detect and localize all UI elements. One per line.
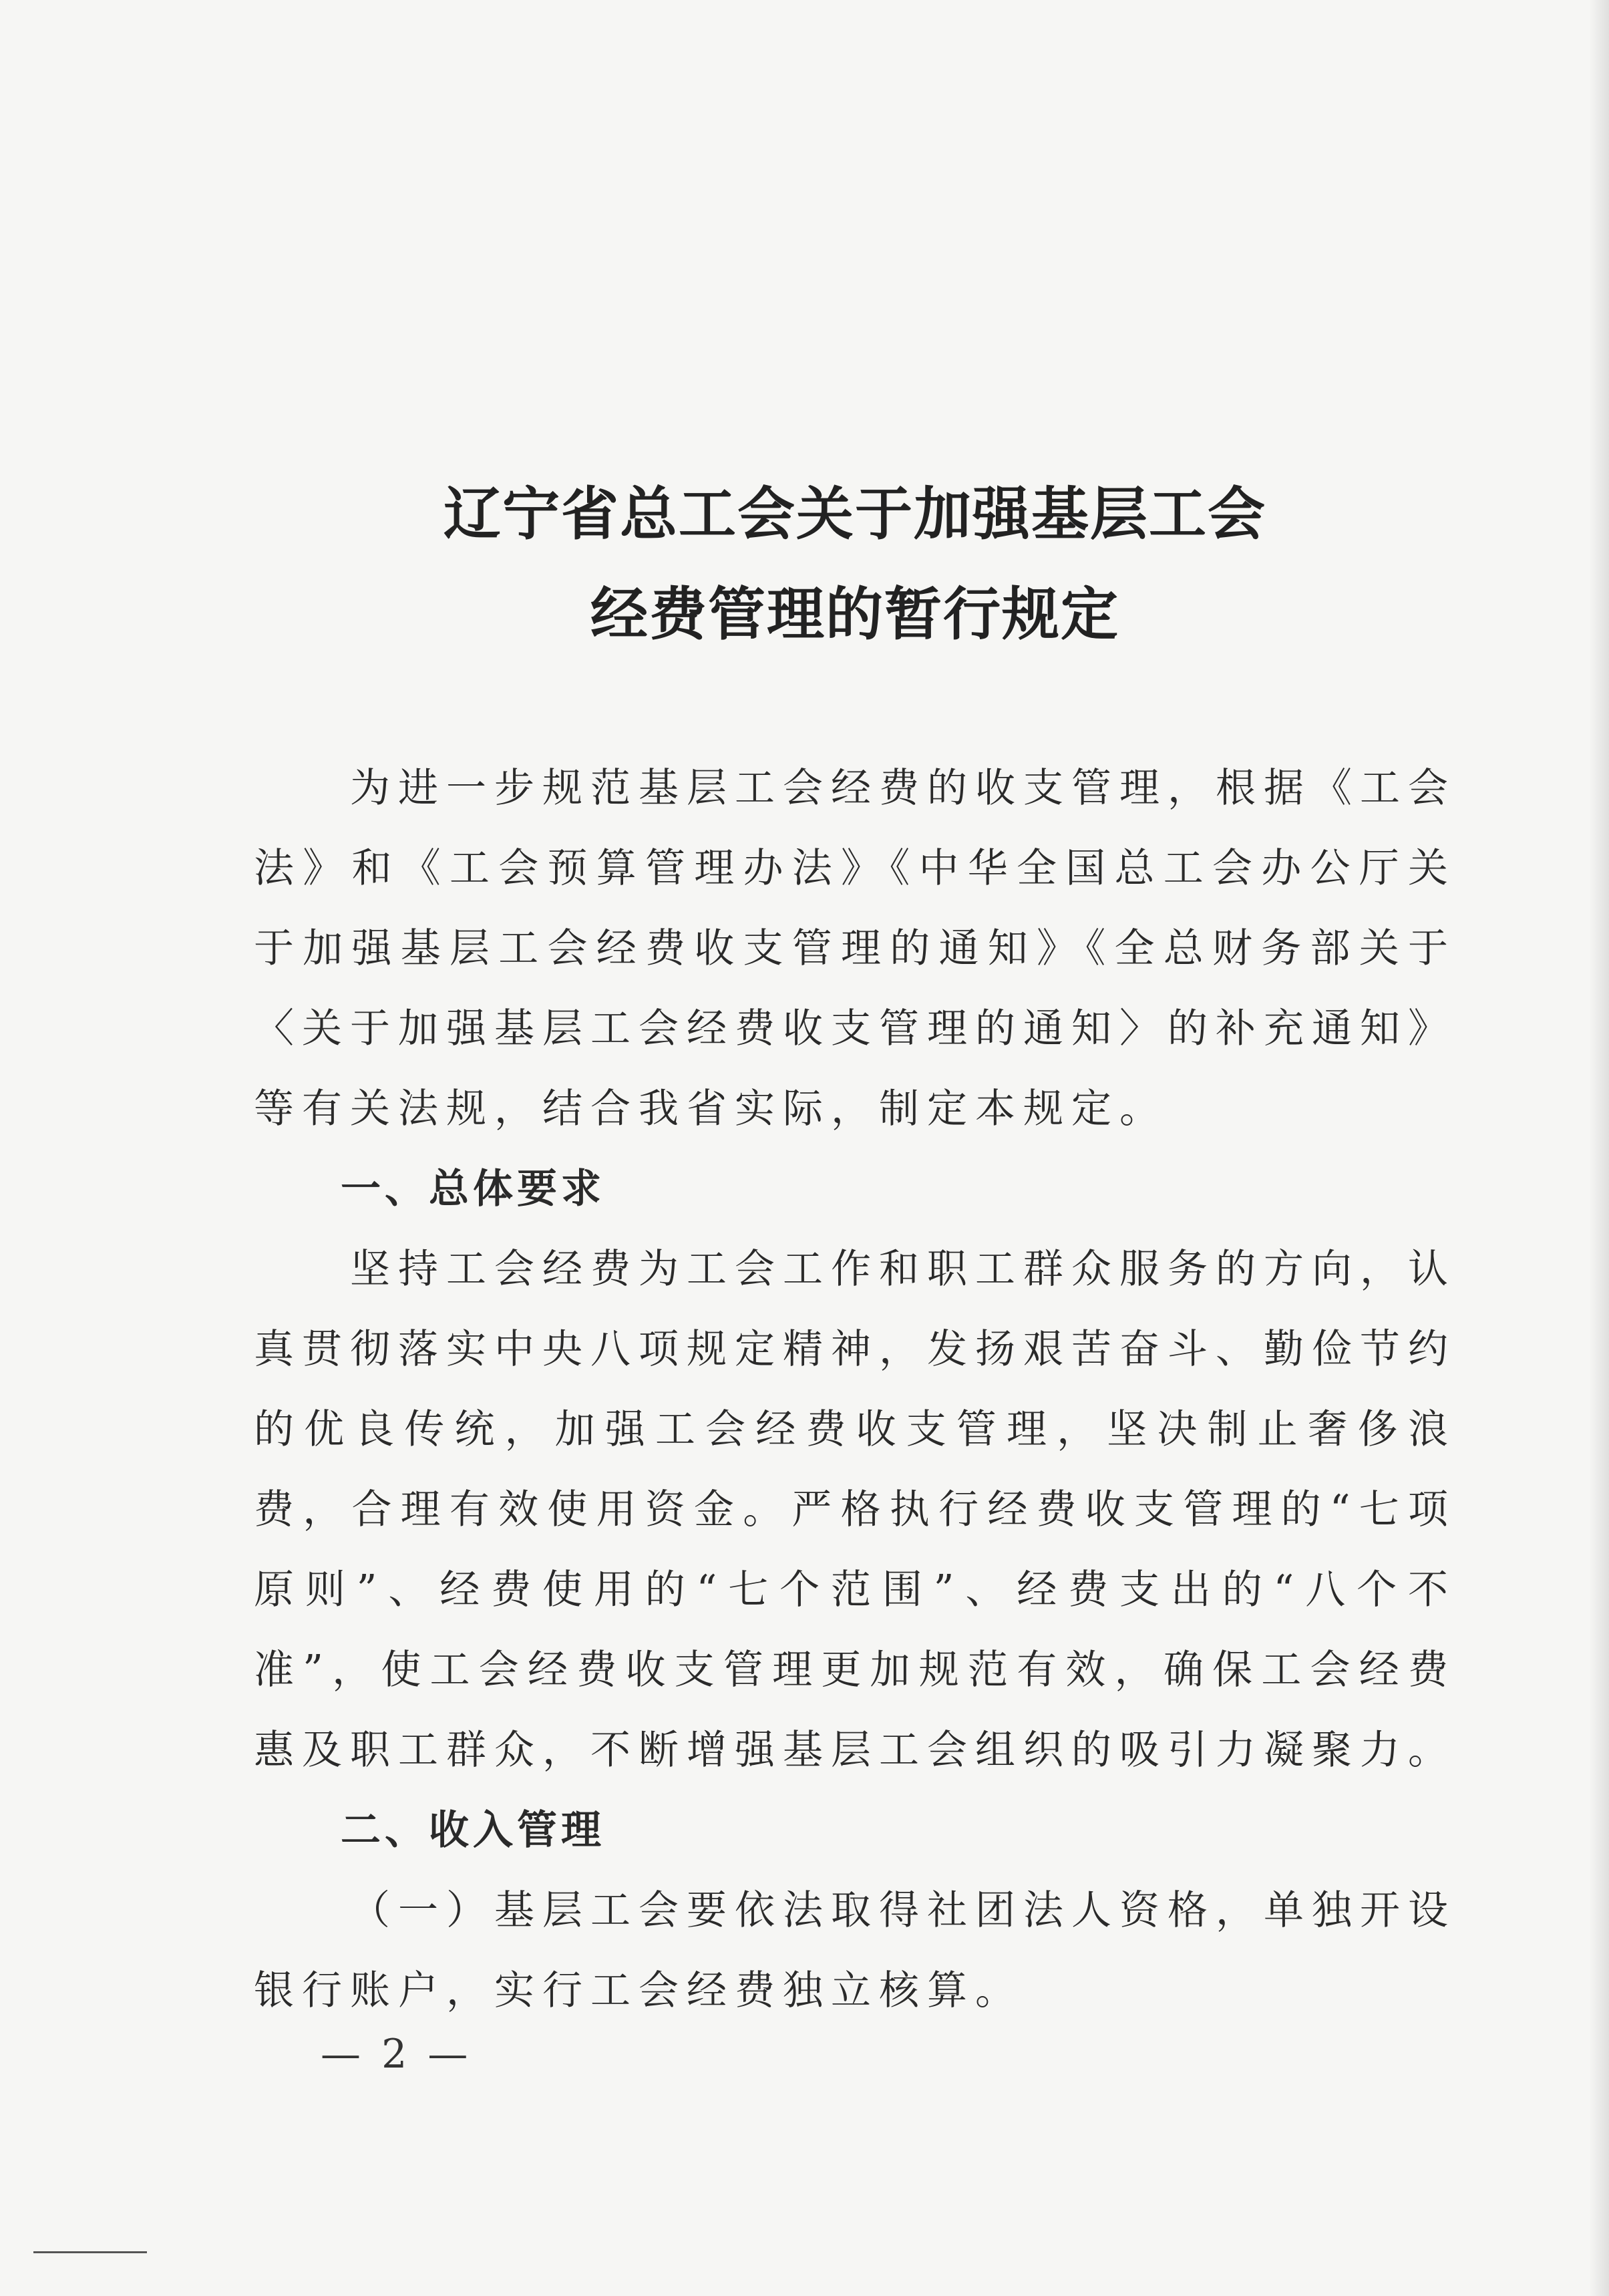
section2-item1-paragraph: （一）基层工会要依法取得社团法人资格，单独开设银行账户，实行工会经费独立核算。: [254, 1887, 1456, 2014]
document-title-line2: 经费管理的暂行规定: [590, 581, 1119, 648]
page-number: — 2 —: [321, 2031, 472, 2078]
page-edge-shadow: [1589, 0, 1609, 2296]
section1-paragraph: 坚持工会经费为工会工作和职工群众服务的方向，认真贯彻落实中央八项规定精神，发扬艰苦奋斗、勤俭节约的优良传统，加强工会经费收支管理，坚决制止奢侈浪费，合理有效使用资金。严格执行经费收支管理的“七项原则”、经费使用的“七个范围”、经费支出的“八个不准”，使工会经费收支管理更加规范有效，确保工会经费惠及职工群众，不断增强基层工会组织的吸引力凝聚力。: [254, 1246, 1456, 1774]
document-body: [254, 748, 1456, 2031]
section1-heading: 一、总体要求: [341, 1166, 605, 1212]
section2-heading: 二、收入管理: [341, 1807, 605, 1854]
intro-paragraph: 为进一步规范基层工会经费的收支管理，根据《工会法》和《工会预算管理办法》《中华全国总工会办公厅关于加强基层工会经费收支管理的通知》《全总财务部关于〈关于加强基层工会经费收支管理的通知〉的补充通知》等有关法规，结合我省实际，制定本规定。: [254, 765, 1456, 1132]
scan-artifact-line: [33, 2251, 147, 2253]
document-title-line1: 辽宁省总工会关于加强基层工会: [443, 481, 1266, 548]
